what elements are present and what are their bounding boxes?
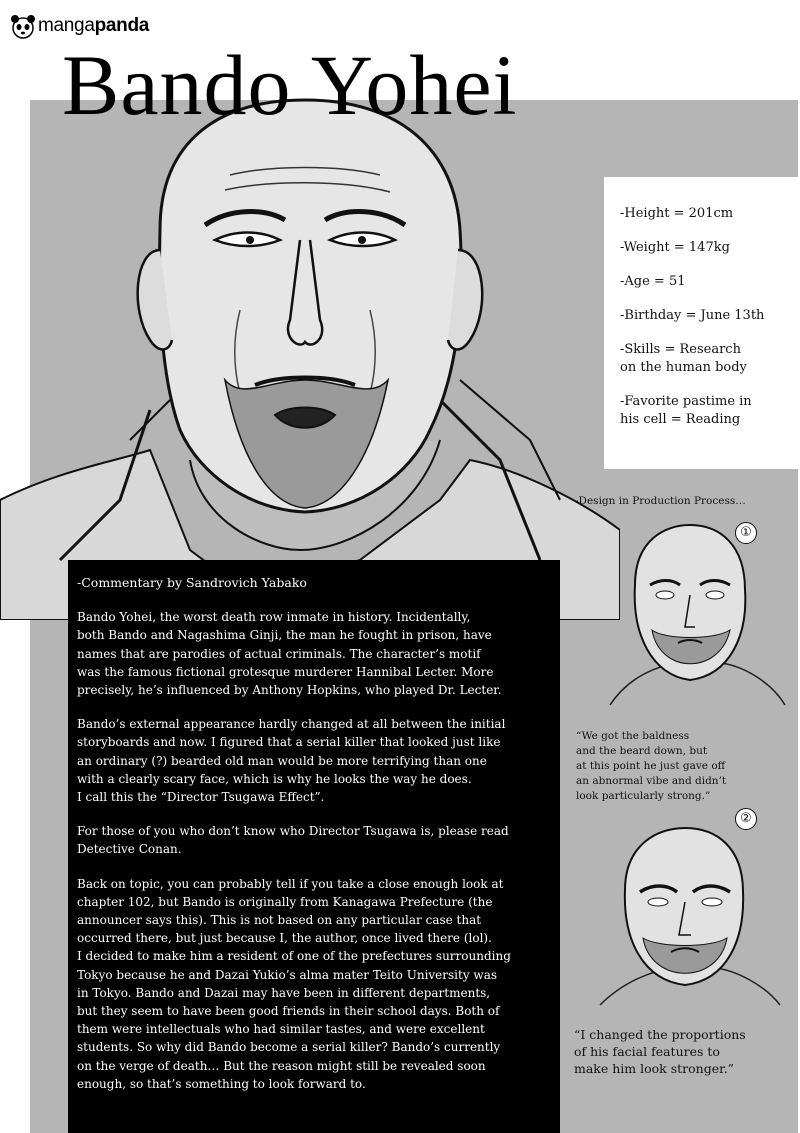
design-process-caption: -Design in Production Process… bbox=[575, 495, 746, 507]
sketch-2-quote: “I changed the proportions of his facial features to make him look stronger.” bbox=[574, 1027, 746, 1076]
bando-yohei-portrait-illustration bbox=[0, 80, 620, 620]
watermark-text: mangapanda bbox=[38, 15, 150, 36]
sketch-number-2: ② bbox=[735, 808, 757, 830]
stat-age: -Age = 51 bbox=[620, 274, 686, 289]
design-sketch-1 bbox=[590, 515, 790, 715]
author-commentary-box bbox=[68, 560, 560, 1133]
page-title: Bando Yohei bbox=[62, 37, 518, 133]
stat-birthday: -Birthday = June 13th bbox=[620, 308, 765, 323]
sketch-1-quote: “We got the baldness and the beard down, but at this point he just gave off an abnormal vibe and didn’t look particularly strong.” bbox=[576, 730, 727, 802]
panda-logo-icon bbox=[10, 13, 36, 39]
commentary-heading: -Commentary by Sandrovich Yabako bbox=[77, 575, 307, 590]
stat-favorite-pastime: -Favorite pastime in his cell = Reading bbox=[620, 394, 752, 427]
stat-height: -Height = 201cm bbox=[620, 206, 734, 221]
commentary-paragraph: For those of you who don’t know who Director Tsugawa is, please read Detective Conan. bbox=[77, 824, 509, 857]
commentary-paragraph: Back on topic, you can probably tell if you take a close enough look at chapter 102, but Bando is originally from Kanagawa Prefecture (the announcer says this). This is not based on any particular case that occurred there, but just because I, the author, once lived there (lol). I decided to make him a resident of one of the prefectures surrounding Tokyo because he and Dazai Yukio’s alma mater Teito University was in Tokyo. Bando and Dazai may have been in different departments, but they seem to have been good friends in their school days. Both of them were intellectuals who had similar tastes, and were excellent students. So why did Bando become a serial killer? Bando’s currently on the verge of death… But the reason might still be revealed soon enough, so that’s something to look forward to. bbox=[77, 876, 511, 1091]
character-stats-box bbox=[604, 177, 798, 469]
commentary-paragraph: Bando’s external appearance hardly changed at all between the initial storyboards and now. I figured that a serial killer that looked just like an ordinary (?) bearded old man would be more terrifying than one with a clearly scary face, which is why he looks the way he does. I call this the “Director Tsugawa Effect”. bbox=[77, 717, 506, 805]
design-sketch-2 bbox=[585, 820, 785, 1010]
stat-weight: -Weight = 147kg bbox=[620, 240, 730, 255]
sketch-number-1: ① bbox=[735, 522, 757, 544]
stat-skills: -Skills = Research on the human body bbox=[620, 342, 747, 375]
commentary-paragraph: Bando Yohei, the worst death row inmate in history. Incidentally, both Bando and Nagashima Ginji, the man he fought in prison, have names that are parodies of actual criminals. The character’s motif was the famous fictional grotesque murderer Hannibal Lecter. More precisely, he’s influenced by Anthony Hopkins, who played Dr. Lecter. bbox=[77, 610, 502, 698]
